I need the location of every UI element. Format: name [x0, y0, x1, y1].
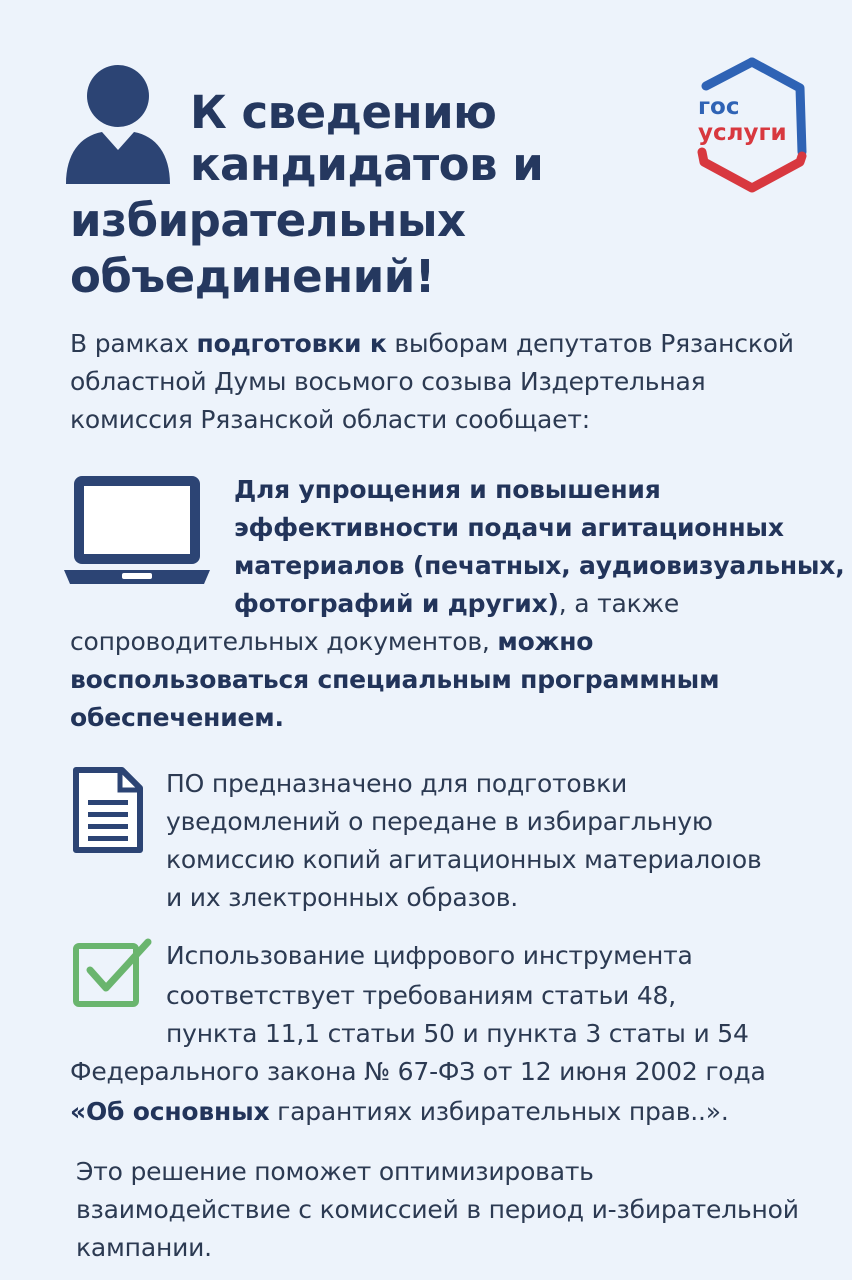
document-icon: [72, 766, 144, 854]
block1-line-7: обеспечением.: [70, 703, 284, 732]
logo-text-bottom: услуги: [698, 120, 787, 146]
person-icon: [62, 62, 174, 186]
block2-line-3: комиссию копий агитационных материалоıов: [166, 845, 762, 874]
intro-line-1: В рамках подготовки к выборам депутатов Рязанской: [70, 329, 794, 358]
gosuslugi-logo: [694, 56, 810, 194]
block3-line-3: пункта 11,1 статьи 50 и пункта 3 статы и 54: [166, 1019, 749, 1048]
closing-line-1: Это решение поможет оптимизировать: [76, 1157, 594, 1186]
logo-text-top: гос: [698, 94, 740, 120]
block2-line-4: и их злектронных образов.: [166, 883, 519, 912]
closing-line-3: кампании.: [76, 1233, 212, 1262]
checkmark-icon: [72, 938, 152, 1008]
block1-line-4: фотографий и других), а также: [234, 589, 679, 618]
block2-line-1: ПО предназначено для подготовки: [166, 769, 628, 798]
block3-line-1: Использование цифрового инструмента: [166, 941, 693, 970]
block3-line-5: «Об основных гарантиях избирательных прав..».: [70, 1097, 729, 1126]
title-line-1: К сведению: [190, 86, 497, 139]
closing-line-2: взаимодействие с комиссией в период и-збирательной: [76, 1195, 799, 1224]
title-line-4: объединений!: [70, 250, 435, 303]
block1-line-1: Для упрощения и повышения: [234, 475, 661, 504]
intro-line-2: областной Думы восьмого созыва Издертельная: [70, 367, 706, 396]
block3-line-4: Федерального закона № 67-ФЗ от 12 июня 2002 года: [70, 1057, 766, 1086]
block1-line-3: материалов (печатных, аудиовизуальных,: [234, 551, 845, 580]
title-line-2: кандидатов и: [190, 138, 544, 191]
intro-line-3: комиссия Рязанской области сообщает:: [70, 405, 590, 434]
block1-line-2: эффективности подачи агитационных: [234, 513, 784, 542]
block3-line-2: соответствует требованиям статьи 48,: [166, 981, 676, 1010]
block1-line-6: воспользоваться специальным программным: [70, 665, 720, 694]
block1-line-5: сопроводительных документов, можно: [70, 627, 594, 656]
title-line-3: избирательных: [70, 194, 466, 247]
laptop-icon: [60, 472, 214, 588]
block2-line-2: уведомлений о передане в избирагльную: [166, 807, 713, 836]
